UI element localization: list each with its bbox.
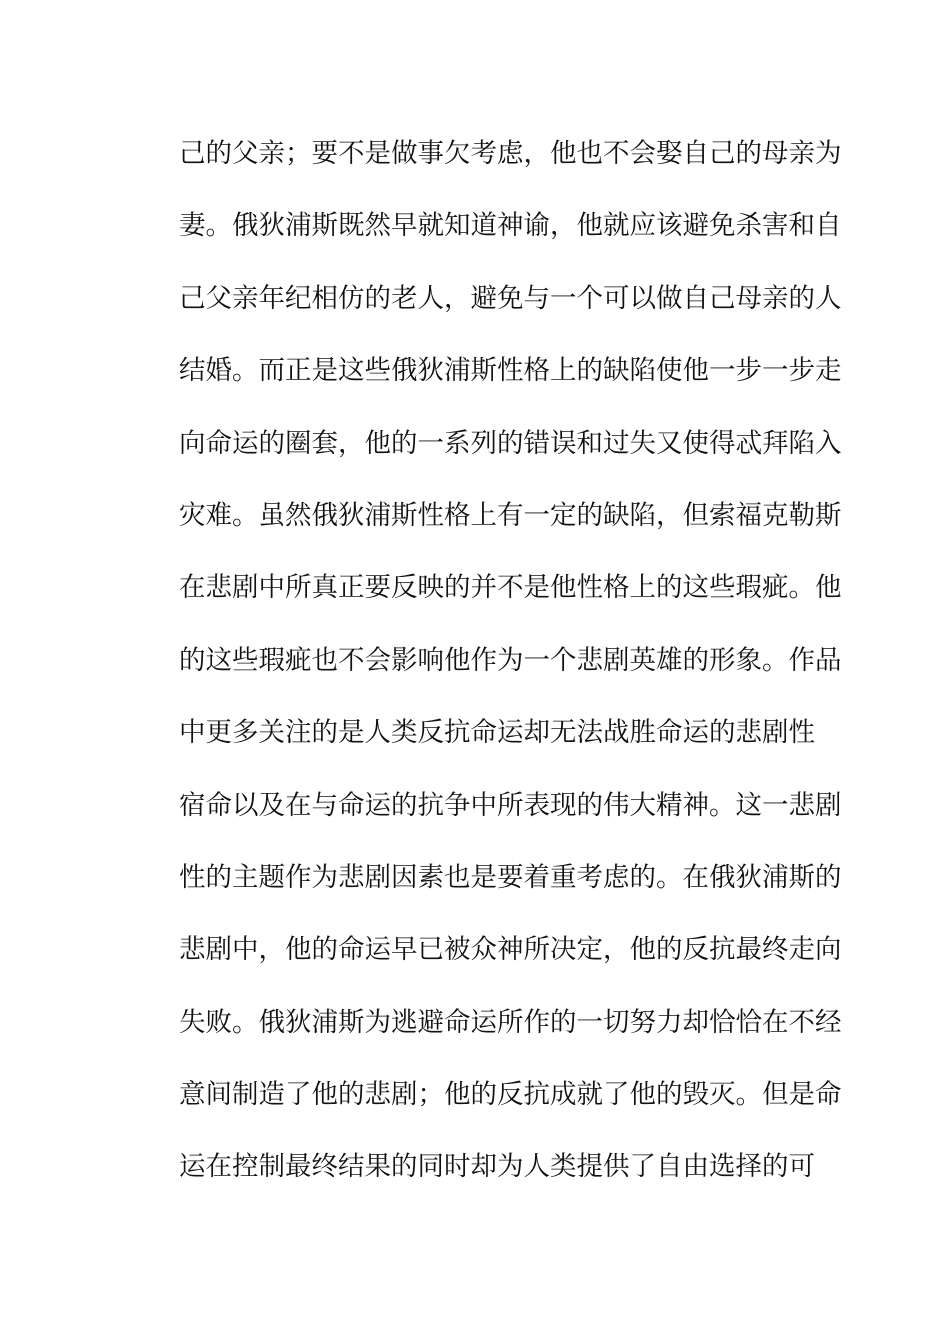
text-line: 己父亲年纪相仿的老人，避免与一个可以做自己母亲的人 [179,282,842,314]
text-line: 的这些瑕疵也不会影响他作为一个悲剧英雄的形象。作品 [179,644,842,676]
text-line: 失败。俄狄浦斯为逃避命运所作的一切努力却恰恰在不经 [179,1006,842,1038]
text-line: 悲剧中，他的命运早已被众神所决定，他的反抗最终走向 [179,934,842,966]
text-line: 灾难。虽然俄狄浦斯性格上有一定的缺陷，但索福克勒斯 [179,499,842,531]
text-line: 意间制造了他的悲剧；他的反抗成就了他的毁灭。但是命 [179,1079,842,1111]
text-line: 中更多关注的是人类反抗命运却无法战胜命运的悲剧性 [179,717,815,749]
body-text [179,129,842,1215]
text-line: 结婚。而正是这些俄狄浦斯性格上的缺陷使他一步一步走 [179,355,842,387]
text-line: 己的父亲；要不是做事欠考虑，他也不会娶自己的母亲为 [179,138,842,169]
text-line: 运在控制最终结果的同时却为人类提供了自由选择的可 [179,1151,815,1183]
text-line: 向命运的圈套，他的一系列的错误和过失又使得忒拜陷入 [179,427,842,459]
text-line: 性的主题作为悲剧因素也是要着重考虑的。在俄狄浦斯的 [179,861,842,893]
text-line: 在悲剧中所真正要反映的并不是他性格上的这些瑕疵。他 [179,572,842,604]
text-line: 妻。俄狄浦斯既然早就知道神谕，他就应该避免杀害和自 [179,210,842,242]
text-line: 宿命以及在与命运的抗争中所表现的伟大精神。这一悲剧 [179,789,842,821]
